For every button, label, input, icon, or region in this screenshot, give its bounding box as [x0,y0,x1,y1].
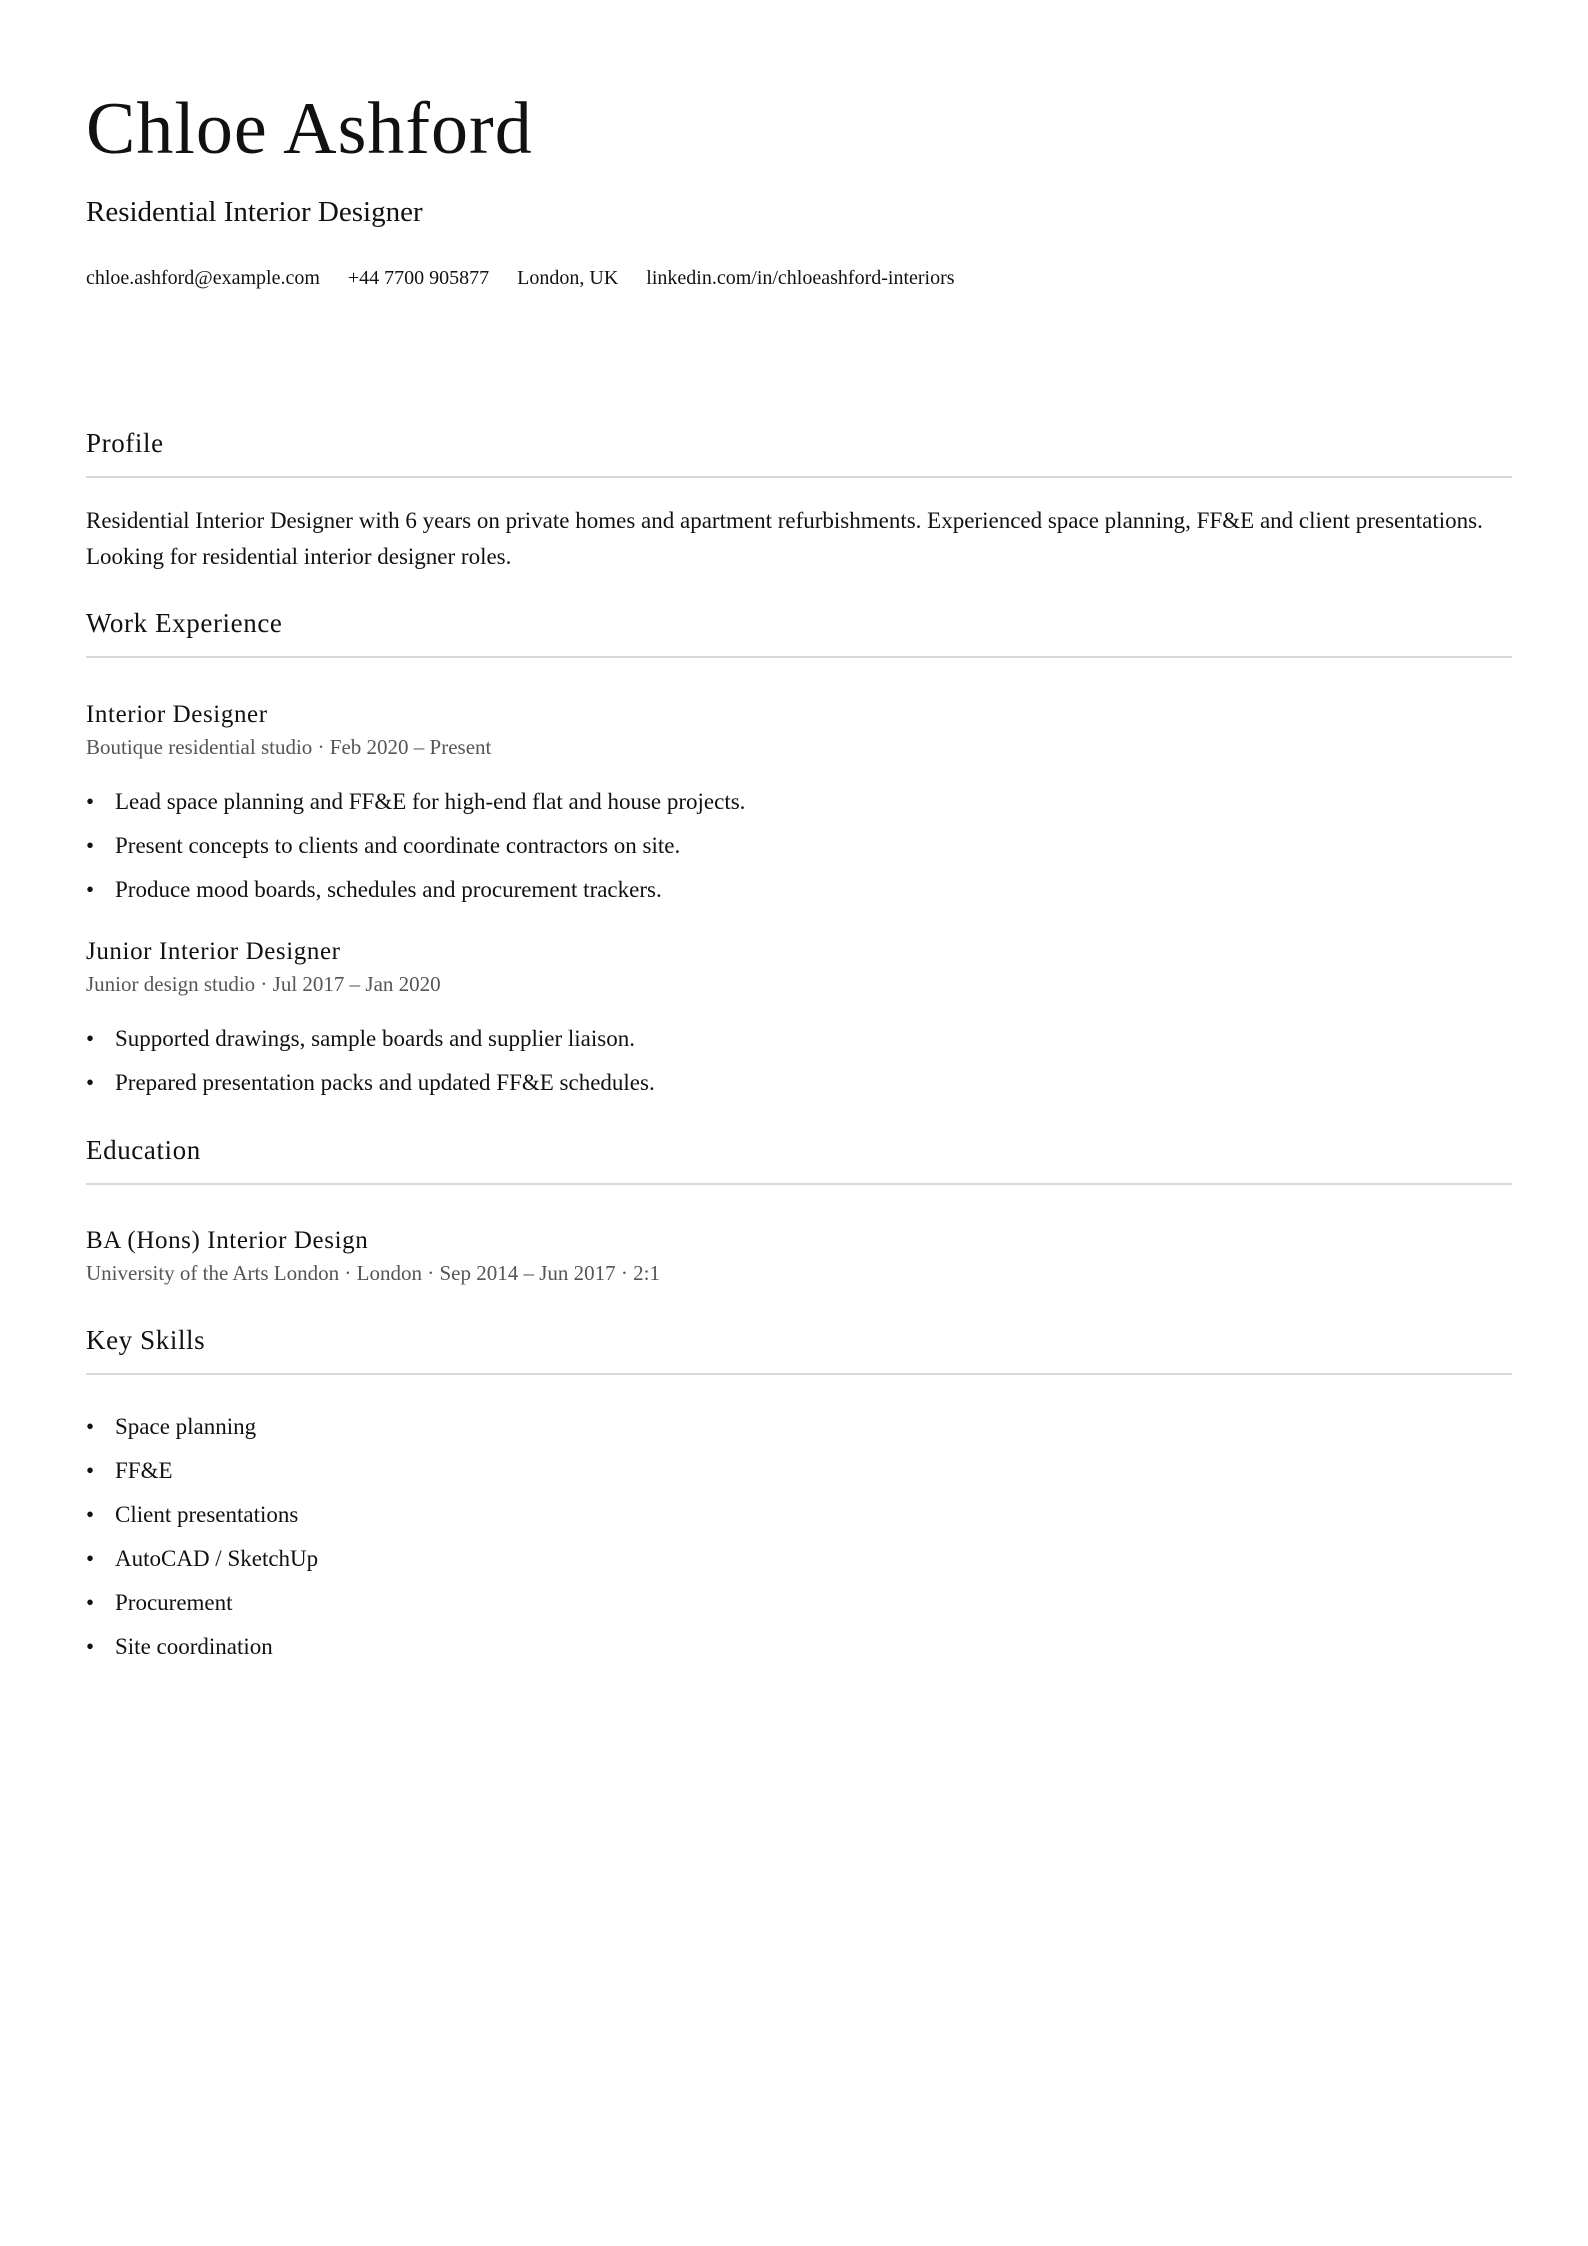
job-meta: Boutique residential studio · Feb 2020 – Present [86,735,492,759]
list-item: • Present concepts to clients and coordinate contractors on site. [86,824,745,868]
contact-location: London, UK [517,267,619,289]
degree-meta: University of the Arts London · London · Sep 2014 – Jun 2017 · 2:1 [86,1261,660,1285]
list-item: • Site coordination [86,1625,318,1669]
list-item: • Prepared presentation packs and updated FF&E schedules. [86,1061,655,1105]
section-divider [86,656,1512,658]
candidate-name: Chloe Ashford [86,88,533,170]
skills-list [86,1405,318,1669]
candidate-title: Residential Interior Designer [86,196,423,228]
degree-title: BA (Hons) Interior Design [86,1227,369,1254]
section-heading-profile: Profile [86,428,164,458]
list-item: • AutoCAD / SketchUp [86,1537,318,1581]
section-heading-experience: Work Experience [86,608,283,638]
list-item: • Produce mood boards, schedules and procurement trackers. [86,868,745,912]
job-title: Junior Interior Designer [86,938,341,965]
contact-phone[interactable]: +44 7700 905877 [347,267,490,289]
contact-email[interactable]: chloe.ashford@example.com [86,267,320,289]
profile-summary: Residential Interior Designer with 6 years on private homes and apartment refurbishments. Experienced space planning, FF&E and client presentations. Looking for residential interior designer roles. [86,508,1483,569]
section-heading-skills: Key Skills [86,1325,206,1355]
list-item: • Supported drawings, sample boards and supplier liaison. [86,1017,655,1061]
section-divider [86,1183,1512,1185]
list-item: • Client presentations [86,1493,318,1537]
section-divider [86,1373,1512,1375]
job-bullets [86,1017,655,1105]
contact-line [86,268,955,288]
job-meta: Junior design studio · Jul 2017 – Jan 2020 [86,972,441,996]
section-heading-education: Education [86,1135,201,1165]
section-divider [86,476,1512,478]
list-item: • Procurement [86,1581,318,1625]
contact-linkedin[interactable]: linkedin.com/in/chloeashford-interiors [646,267,955,289]
list-item: • Space planning [86,1405,318,1449]
job-bullets [86,780,745,912]
list-item: • FF&E [86,1449,318,1493]
list-item: • Lead space planning and FF&E for high-end flat and house projects. [86,780,745,824]
job-title: Interior Designer [86,701,268,728]
